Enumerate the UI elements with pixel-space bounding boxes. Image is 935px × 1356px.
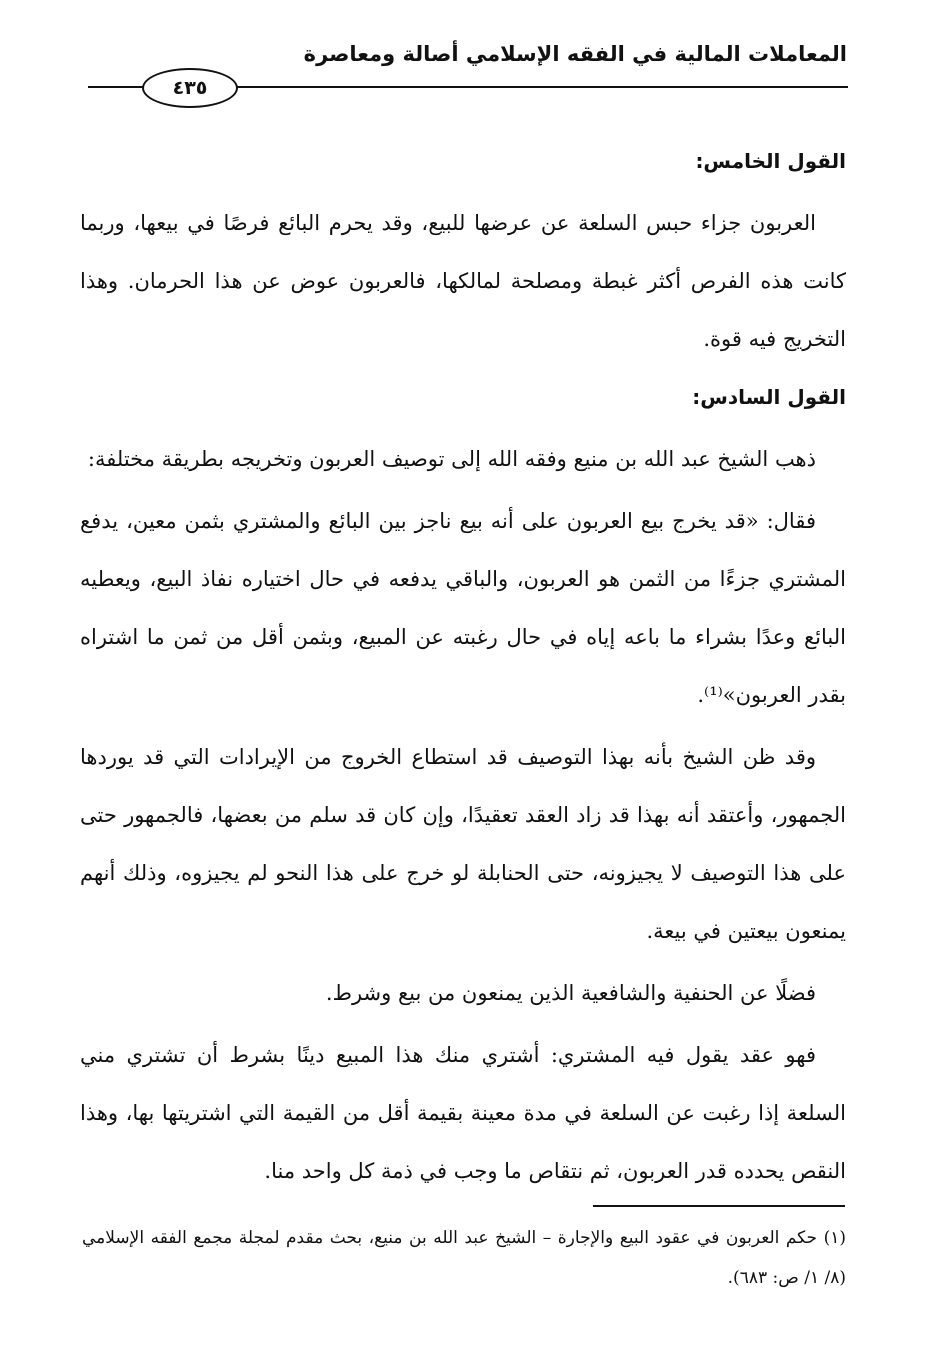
paragraph-3-quote: فقال: «قد يخرج بيع العربون على أنه بيع ناجز بين البائع والمشتري بثمن معين، يدفع المشتري جزءًا من الثمن هو العربون، والباقي يدفعه في حال اختياره نفاذ البيع، ويعطيه البائع وعدًا بشراء ما باعه إياه في حال رغبته عن المبيع، وبثمن أقل من ثمن ما اشتراه بقدر العربون»⁽¹⁾. xyxy=(80,509,846,707)
main-text xyxy=(80,132,846,1200)
paragraph-1: العربون جزاء حبس السلعة عن عرضها للبيع، وقد يحرم البائع فرصًا في بيعها، وربما كانت هذه الفرص أكثر غبطة ومصلحة لمالكها، فالعربون عوض عن هذا الحرمان. وهذا التخريج فيه قوة. xyxy=(80,211,846,351)
footnote-rule xyxy=(593,1205,845,1207)
paragraph-4: وقد ظن الشيخ بأنه بهذا التوصيف قد استطاع الخروج من الإيرادات التي قد يوردها الجمهور، وأعتقد أنه بهذا قد زاد العقد تعقيدًا، وإن كان قد سلم من بعضها، فالجمهور حتى على هذا التوصيف لا يجيزونه، حتى الحنابلة لو خرج على هذا النحو لم يجيزوه، وذلك أنهم يمنعون بيعتين في بيعة. xyxy=(80,745,846,943)
heading-sixth-opinion: القول السادس: xyxy=(692,385,846,409)
footnote-1: (١) حكم العربون في عقود البيع والإجارة – الشيخ عبد الله بن منيع، بحث مقدم لمجلة مجمع الفقه الإسلامي (٨/ ١/ ص: ٦٨٣). xyxy=(82,1228,846,1288)
running-title: المعاملات المالية في الفقه الإسلامي أصالة ومعاصرة xyxy=(303,42,847,66)
page-number-text: ٤٣٥ xyxy=(172,77,208,99)
page-number xyxy=(142,68,238,108)
footnotes xyxy=(82,1218,846,1298)
heading-fifth-opinion: القول الخامس: xyxy=(695,149,846,173)
paragraph-5: فضلًا عن الحنفية والشافعية الذين يمنعون من بيع وشرط. xyxy=(325,981,816,1005)
paragraph-2: ذهب الشيخ عبد الله بن منيع وفقه الله إلى توصيف العربون وتخريجه بطريقة مختلفة: xyxy=(87,447,816,471)
paragraph-6: فهو عقد يقول فيه المشتري: أشتري منك هذا المبيع دينًا بشرط أن تشتري مني السلعة إذا رغبت عن السلعة في مدة معينة بقيمة أقل من القيمة التي اشتريتها بها، وهذا النقص يحدده قدر العربون، ثم نتقاص ما وجب في ذمة كل واحد منا. xyxy=(80,1043,846,1183)
